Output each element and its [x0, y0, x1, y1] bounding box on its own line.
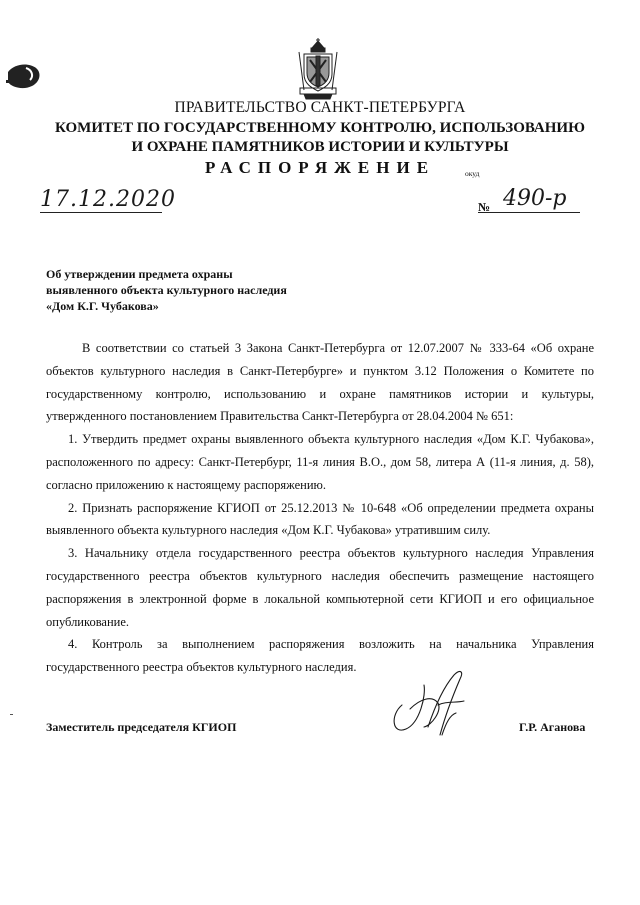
subject-line1: Об утверждении предмета охраны — [46, 267, 233, 281]
subject-line2: выявленного объекта культурного наследия — [46, 283, 287, 297]
committee-heading-line1: КОМИТЕТ ПО ГОСУДАРСТВЕННОМУ КОНТРОЛЮ, ИСПОЛЬЗОВАНИЮ — [55, 120, 585, 136]
preamble-paragraph: В соответствии со статьей 3 Закона Санкт-Петербурга от 12.07.2007 № 333-64 «Об охране объектов культурного наследия в Санкт-Петербурге» и пунктом 3.12 Положения о Комитете по государственному контролю, использованию и охране памятников истории и культуры, утвержденного постановлением Правительства Санкт-Петербурга от 28.04.2004 № 651: — [46, 341, 594, 424]
number-sign: № — [478, 200, 491, 214]
signer-position: Заместитель председателя КГИОП — [46, 720, 237, 734]
document-type-title: РАСПОРЯЖЕНИЕ — [204, 158, 436, 177]
okud-label: окуд — [465, 169, 480, 178]
committee-heading — [0, 119, 640, 157]
document-body — [46, 337, 594, 679]
ink-blot-mark — [6, 60, 42, 90]
clause-2: 2. Признать распоряжение КГИОП от 25.12.2013 № 10-648 «Об определении предмета охраны выявленного объекта культурного наследия «Дом К.Г. Чубакова» утратившим силу. — [46, 500, 594, 538]
number-underline — [478, 212, 580, 213]
clause-4: 4. Контроль за выполнением распоряжения возложить на начальника Управления государственного реестра объектов культурного наследия. — [46, 637, 594, 675]
clause-1: 1. Утвердить предмет охраны выявленного объекта культурного наследия «Дом К.Г. Чубакова», расположенного по адресу: Санкт-Петербург, 11-я линия В.О., дом 58, литера А (11-я линия, д. 58), согласно приложению к настоящему распоряжению. — [46, 432, 594, 492]
government-heading: ПРАВИТЕЛЬСТВО САНКТ-ПЕТЕРБУРГА — [174, 99, 466, 116]
margin-mark — [10, 714, 13, 715]
signee-name: Г.Р. Аганова — [519, 720, 586, 734]
document-subject — [46, 266, 287, 314]
document-number: 490-р — [503, 186, 567, 211]
committee-heading-line2: И ОХРАНЕ ПАМЯТНИКОВ ИСТОРИИ И КУЛЬТУРЫ — [131, 139, 509, 155]
saint-petersburg-coat-of-arms-icon — [296, 38, 340, 100]
clause-3: 3. Начальнику отдела государственного реестра объектов культурного наследия Управления государственного реестра объектов культурного наследия обеспечить размещение настоящего распоряжения в электронной форме в локальной компьютерной сети КГИОП и его официальное опубликование. — [46, 546, 594, 629]
date-underline — [40, 212, 162, 213]
subject-line3: «Дом К.Г. Чубакова» — [46, 299, 159, 313]
handwritten-signature-icon — [380, 665, 480, 745]
document-date: 17.12.2020 — [40, 187, 176, 212]
